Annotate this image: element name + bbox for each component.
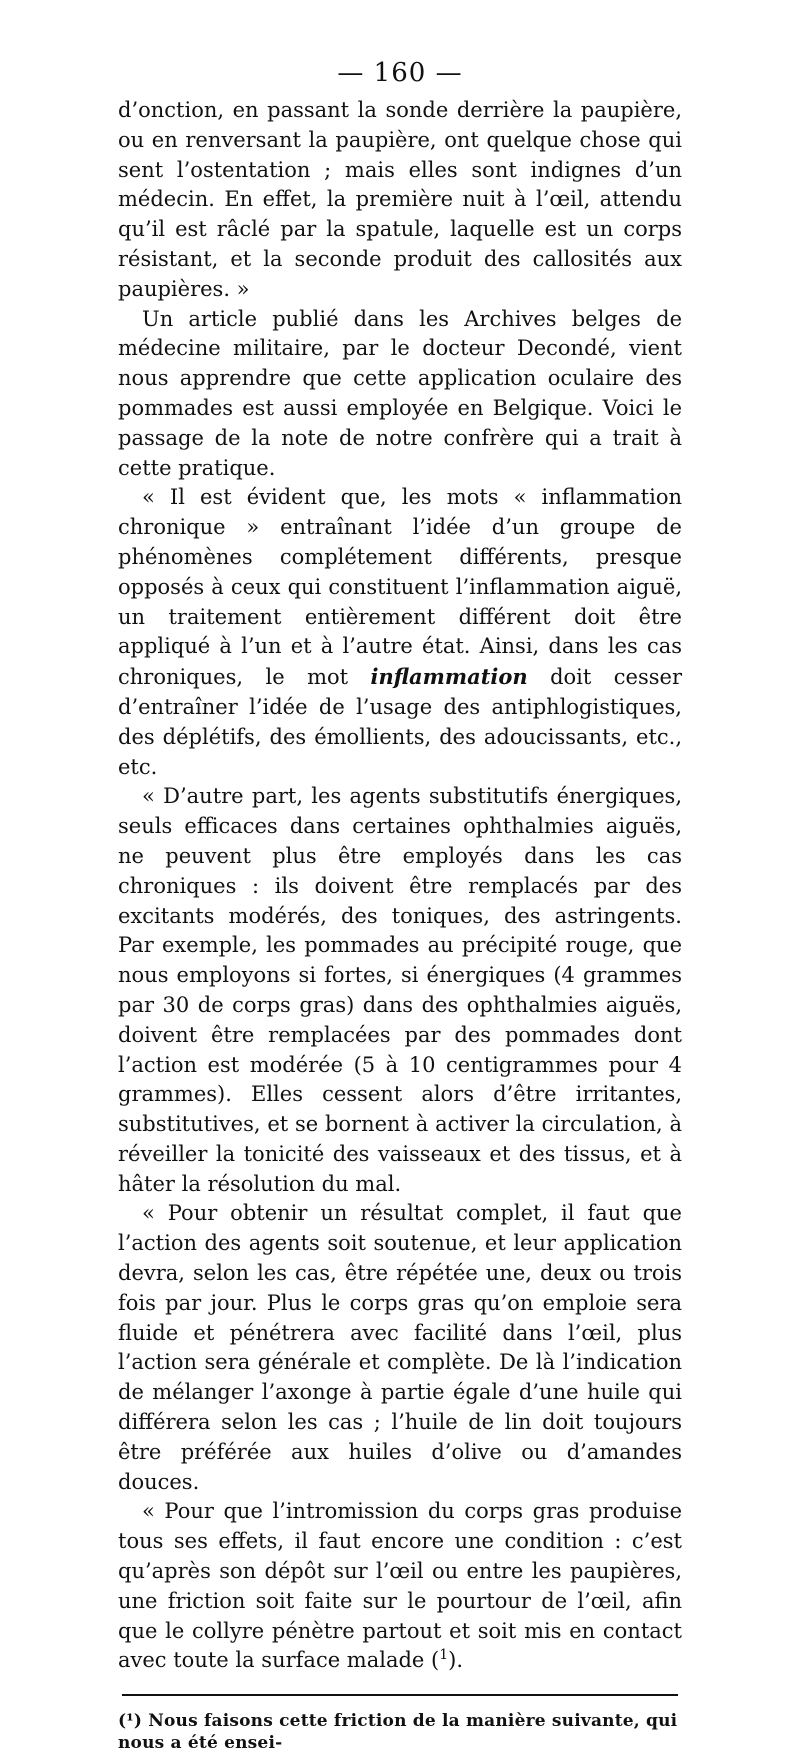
paragraph-3-text-before: « Il est évident que, les mots « inflammation chronique » entraînant l’idée d’un groupe de phénomènes complétement différents, presque opposés à ceux qui constituent l’inflammation aiguë, un traitement entièrement différent doit être appliqué à l’un et à l’autre état. Ainsi, dans les cas chroniques, le mot <box>118 485 682 690</box>
paragraph-3 <box>118 483 682 782</box>
paragraph-3-text-after: doit cesser d’entraîner l’idée de l’usage des antiphlogistiques, des déplétifs, des émollients, des adoucissants, etc., etc. <box>118 665 682 779</box>
paragraph-3-emphasis: inflammation <box>370 664 528 690</box>
footnote-text: Nous faisons cette friction de la manière suivante, qui nous a été ensei- <box>118 1711 678 1754</box>
paragraph-4: « D’autre part, les agents substitutifs énergiques, seuls efficaces dans certaines ophthalmies aiguës, ne peuvent plus être employés dans les cas chroniques : ils doivent être remplacés par des excitants modérés, des toniques, des astringents. Par exemple, les pommades au précipité rouge, que nous employons si fortes, si énergiques (4 grammes par 30 de corps gras) dans des ophthalmies aiguës, doivent être remplacées par des pommades dont l’action est modérée (5 à 10 centigrammes pour 4 grammes). Elles cessent alors d’être irritantes, substitutives, et se bornent à activer la circulation, à réveiller la tonicité des vaisseaux et des tissus, et à hâter la résolution du mal. <box>118 784 682 1196</box>
paragraph-2: Un article publié dans les Archives belges de médecine militaire, par le docteur Decondé, vient nous apprendre que cette application oculaire des pommades est aussi employée en Belgique. Voici le passage de la note de notre confrère qui a trait à cette pratique. <box>118 306 682 480</box>
footnote-marker: (¹) <box>118 1711 143 1732</box>
paragraph-5: « Pour obtenir un résultat complet, il faut que l’action des agents soit soutenue, et leur application devra, selon les cas, être répétée une, deux ou trois fois par jour. Plus le corps gras qu’on emploie sera fluide et pénétrera avec facilité dans l’œil, plus l’action sera générale et complète. De là l’indication de mélanger l’axonge à partie égale d’une huile qui différera selon les cas ; l’huile de lin doit toujours être préférée aux huiles d’olive ou d’amandes douces. <box>118 1201 682 1494</box>
footnote-divider <box>122 1694 678 1696</box>
paragraph-6-text-after: ). <box>448 1648 464 1673</box>
paragraph-6-text-before: « Pour que l’intromission du corps gras produise tous ses effets, il faut encore une condition : c’est qu’après son dépôt sur l’œil ou entre les paupières, une friction soit faite sur le pourtour de l’œil, afin que le collyre pénètre partout et soit mis en contact avec toute la surface malade ( <box>118 1499 682 1673</box>
paragraph-1: d’onction, en passant la sonde derrière la paupière, ou en renversant la paupière, ont quelque chose qui sent l’ostentation ; mais elles sont indignes d’un médecin. En effet, la première nuit à l’œil, attendu qu’il est râclé par la spatule, laquelle est un corps résistant, et la seconde produit des callosités aux paupières. » <box>118 98 682 301</box>
paragraph-6 <box>118 1497 682 1676</box>
document-page <box>118 58 682 1754</box>
page-number: — 160 — <box>337 58 463 88</box>
footnote <box>118 1710 682 1754</box>
footnote-reference: 1 <box>439 1647 449 1664</box>
body-text <box>118 96 682 1676</box>
